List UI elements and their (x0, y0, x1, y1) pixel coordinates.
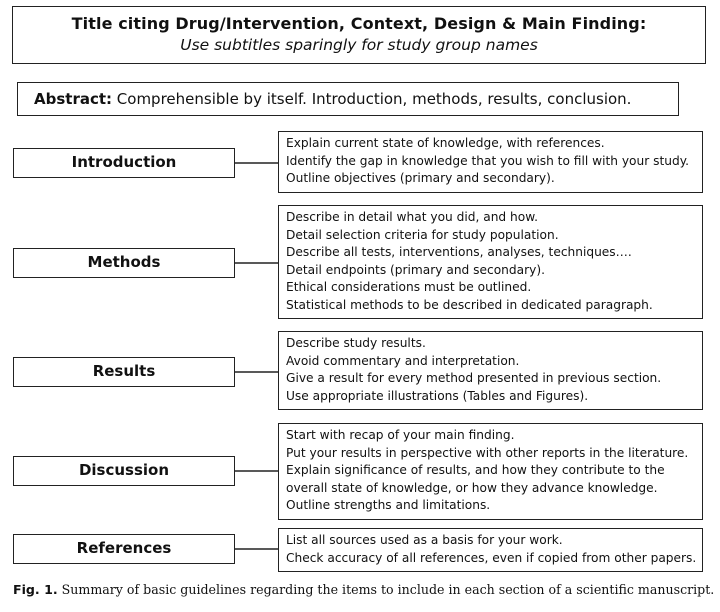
desc-discussion (278, 423, 703, 520)
caption-text: Summary of basic guidelines regarding the items to include in each section of a scientific manuscript. (57, 582, 715, 597)
desc-item: Identify the gap in knowledge that you wish to fill with your study. (286, 153, 690, 168)
caption-label: Fig. 1. (13, 582, 58, 597)
desc-item: Describe study results. (286, 336, 426, 350)
desc-item: Ethical considerations must be outlined. (286, 280, 532, 294)
abstract-text: Comprehensible by itself. Introduction, methods, results, conclusion. (112, 90, 632, 108)
desc-methods (278, 205, 703, 319)
desc-item: Use appropriate illustrations (Tables and Figures). (286, 388, 589, 403)
desc-item: Outline objectives (primary and secondary). (286, 171, 555, 185)
desc-item: Start with recap of your main finding. (286, 428, 515, 442)
desc-item: Statistical methods to be described in dedicated paragraph. (286, 297, 653, 312)
section-label: Discussion (78, 461, 170, 479)
desc-item: Put your results in perspective with other reports in the literature. (286, 445, 689, 460)
section-label: Methods (87, 253, 161, 271)
desc-item: Check accuracy of all references, even if copied from other papers. (286, 550, 697, 565)
desc-references (278, 528, 703, 572)
abstract-label: Abstract: (34, 90, 113, 108)
section-discussion (13, 456, 235, 486)
section-results (13, 357, 235, 387)
section-references (13, 534, 235, 564)
desc-item: Avoid commentary and interpretation. (286, 353, 520, 368)
desc-item: Detail selection criteria for study population. (286, 227, 559, 242)
figure-caption (13, 582, 714, 597)
title-main: Title citing Drug/Intervention, Context, Design & Main Finding: (71, 14, 647, 33)
desc-item: Detail endpoints (primary and secondary). (286, 262, 545, 277)
desc-introduction (278, 131, 703, 193)
desc-item: Explain current state of knowledge, with references. (286, 136, 605, 150)
section-methods (13, 248, 235, 278)
desc-item: Describe in detail what you did, and how. (286, 210, 538, 224)
section-label: Results (92, 362, 156, 380)
desc-results (278, 331, 703, 410)
desc-item: List all sources used as a basis for your work. (286, 533, 563, 547)
desc-item: Explain significance of results, and how they contribute to the (286, 463, 665, 477)
section-label: References (76, 539, 172, 557)
desc-item: overall state of knowledge, or how they advance knowledge. (286, 480, 658, 495)
desc-item: Describe all tests, interventions, analyses, techniques…. (286, 245, 632, 259)
desc-item: Outline strengths and limitations. (286, 498, 491, 512)
title-subtitle: Use subtitles sparingly for study group names (180, 36, 538, 54)
section-label: Introduction (71, 153, 177, 171)
section-introduction (13, 148, 235, 178)
desc-item: Give a result for every method presented in previous section. (286, 371, 662, 385)
